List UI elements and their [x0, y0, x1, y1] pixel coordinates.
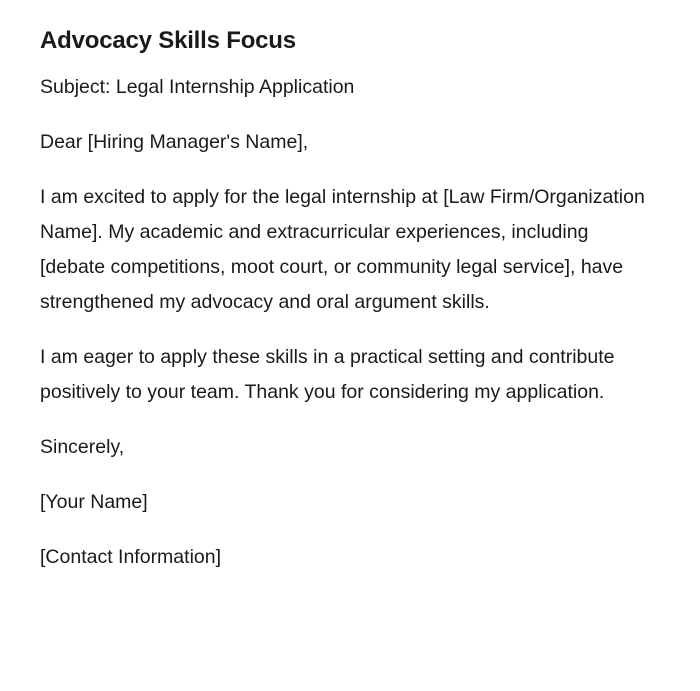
subject-line: Subject: Legal Internship Application: [40, 76, 355, 98]
salutation: Dear [Hiring Manager's Name],: [40, 131, 309, 153]
contact-information: [Contact Information]: [40, 546, 222, 568]
closing: Sincerely,: [40, 436, 125, 458]
letter-title: Advocacy Skills Focus: [40, 27, 296, 54]
body-paragraph-1: I am excited to apply for the legal internship at [Law Firm/Organization Name]. My academic and extracurricular experiences, including [debate competitions, moot court, or community legal service], have strengthened my advocacy and oral argument skills.: [40, 186, 645, 313]
signature-name: [Your Name]: [40, 491, 148, 513]
body-paragraph-2: I am eager to apply these skills in a practical setting and contribute positively to your team. Thank you for considering my application.: [40, 346, 615, 403]
